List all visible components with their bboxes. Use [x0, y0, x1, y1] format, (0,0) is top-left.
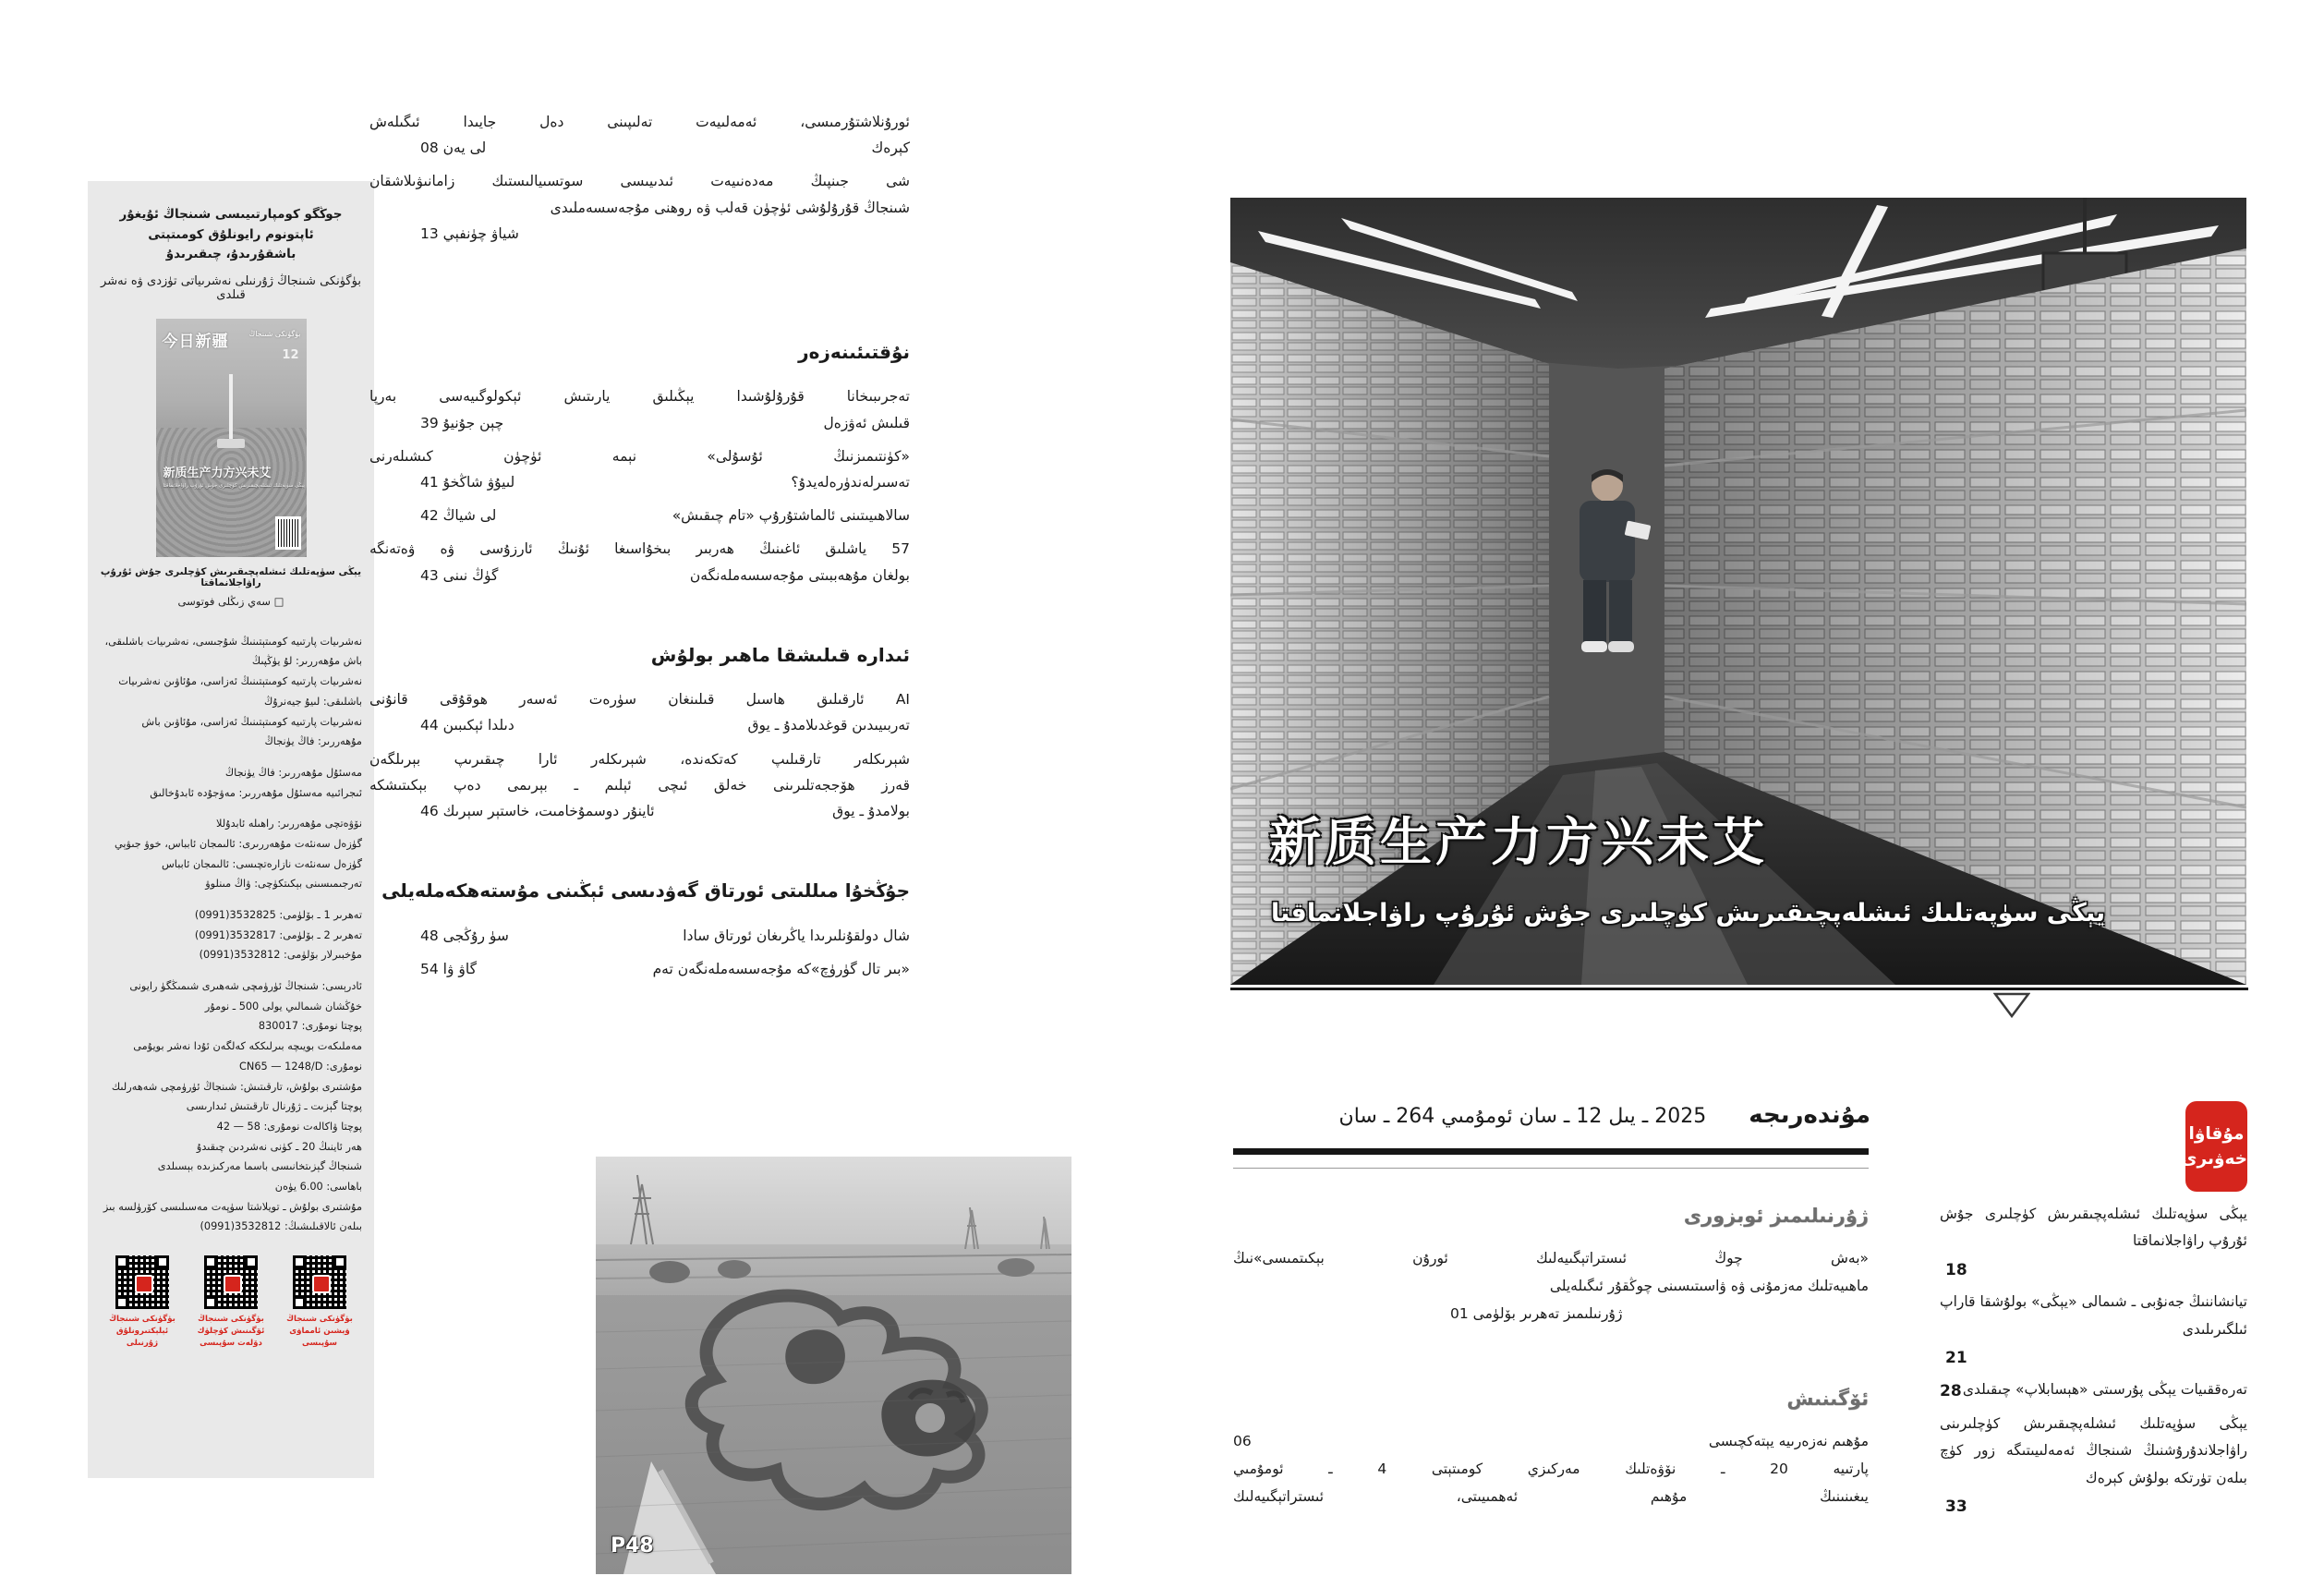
spacer: [100, 894, 362, 905]
qr-finder-icon: [333, 1255, 346, 1268]
story-line: تەرەققىيات يېڭى پۇرسىتى «ھېسابلاپ» چىقىلدى: [1962, 1381, 2247, 1399]
qr-finder-icon: [204, 1296, 217, 1309]
rice-paddy-art-graphic: [596, 1157, 1071, 1574]
toc-entry: [369, 443, 910, 495]
story-page-number: 33: [1945, 1497, 1967, 1516]
section-entry-row: [1233, 1427, 1869, 1455]
phone-line: مۇخبىرلار بۆلۈمى: ‎(0991)3532812: [199, 949, 362, 962]
toc-entry-author-page: سۈ رۇڭجى 48: [420, 927, 509, 944]
toc-entry-author-page: دىلدا ئېكىبىن 44: [420, 717, 514, 734]
divider-thick: [1233, 1148, 1869, 1155]
cover-story-entry: [1940, 1411, 2247, 1522]
toc-entry-author-page: لىيۇۋ شاڭخۇ 41: [420, 474, 515, 491]
qr-logo-icon: [312, 1275, 331, 1293]
staff-line: گۈزەل سەنئەت نازارەتچىسى: ئالىمجان ئابباس: [162, 857, 362, 870]
toc-entry: [369, 923, 910, 949]
section-title-study: ئۆگىنىش: [1786, 1387, 1869, 1410]
toc-section-title: جۇڭخۇا مىللىتى ئورتاق گەۋدىسى ئېڭىنى مۇستەھكەملەيلى: [381, 879, 910, 903]
qr-cell: [190, 1255, 272, 1350]
staff-line: مەسئۇل مۇھەررىر: فاڭ يۈنجاڭ: [224, 766, 362, 779]
imprint-line: مەملىكەت بويىچە بىرلىككە كەلگەن ئۇدا نەشر بويۇمى نومۇرى: ‎CN65 — 1248/D: [133, 1040, 362, 1073]
cover-subtitle-uyghur: يېڭى سۈپەتلىك ئىشلەپچىقىرىش كۈچلىرى جۇش ئۇرۇپ راۋاجلانماقتا: [163, 482, 305, 489]
triangle-marker-icon: [1993, 992, 2030, 1022]
toc-entry-footer: [369, 923, 910, 949]
qr-cell: [102, 1255, 183, 1350]
toc-entry-author-page: شياۋ چۈنفېي 13: [420, 224, 519, 242]
toc-entry: [369, 503, 910, 528]
section-entry-page: 06: [1233, 1432, 1252, 1449]
qr-logo-icon: [135, 1275, 153, 1293]
section-entry-line: «بەش چوڭ ئىستراتېگىيەلىك ئورۇن بېكىتمىسى»نىڭ: [1233, 1249, 1869, 1267]
toc-entry-footer: [369, 563, 910, 588]
story-row: [1940, 1376, 2247, 1406]
toc-entry-tail: بولغان مۇھەببىتى مۇجەسسەملەنگەن: [689, 566, 910, 584]
staff-line: ئىجرائىيە مەسئۇل مۇھەررىر: مەۋجۇدە ئابدۇخالىق: [150, 786, 362, 799]
toc-entry-footer: [369, 221, 910, 247]
toc-entry-author-page: لى يەن 08: [420, 139, 487, 157]
story-line: بىلەن تۈرتكە بولۇش كېرەك: [2085, 1469, 2247, 1486]
stamp-line: خەۋىرى: [2181, 1149, 2247, 1169]
divider-thin: [1233, 1168, 1869, 1169]
toc-entry-footer: [369, 798, 910, 824]
toc-entry-author-page: گۈڭ نىنى 43: [420, 566, 499, 584]
qr-finder-icon: [115, 1255, 128, 1268]
solar-tower-graphic: [229, 374, 233, 446]
photo-rule: [1230, 988, 2248, 990]
qr-caption-line: ئېلېكتىرونلۇق ژۇرنىلى: [115, 1326, 169, 1348]
toc-entry-author-page: چېن جۇنيۇ 39: [420, 414, 504, 431]
toc-entry-tail: بولامدۇ ـ يوق: [832, 803, 910, 820]
story-line: يېڭى سۈپەتلىك ئىشلەپچىقىرىش كۈچلىرىنى: [1940, 1414, 2247, 1432]
toc-entry-tail: تەسىرلەندۈرەلەيدۇ؟: [791, 474, 910, 491]
toc-entry-footer: [369, 503, 910, 528]
section-entry-author-page: ژۇرنىلىمىز تەھرىر بۆلۈمى 01: [1450, 1305, 1623, 1323]
toc-entry-line: 57 ياشلىق ئاغىنىڭ ھەربىر بىخۇاسىغا ئۇنىڭ ئارزۇسى ۋە ۋەتەنگە: [369, 540, 910, 558]
story-line: تيانشاننىڭ جەنۇبى ـ شىمالى «يېڭى» بولۇشقا قاراپ: [1940, 1293, 2247, 1311]
cover-logo-chinese: 今日新疆: [162, 332, 229, 351]
cover-caption: يېڭى سۈپەتلىك ئىشلەپچىقىرىش كۈچلىرى جۇش ئۇرۇپ راۋاجلانماقتا: [100, 565, 362, 588]
staff-line: نەشرىيات پارتىيە كومىتېتىنىڭ ئەزاسى، مۇئاۋىن نەشرىيات باشلىقى: لىيۇ جيەنرۇڭ: [118, 675, 362, 708]
toc-entry-author-page: لى شياڭ 42: [420, 507, 497, 525]
imprint-line: مۇشتىرى بولۇش ـ تويلاشتا سۈپەت مەسىلىسى كۆرۈلسە بىز بىلەن ئالاقىلىشىڭ: ‎(0991)3532812: [103, 1200, 362, 1233]
toc-entry-author-page: ئاينۇر دوسمۇخامىت، خاستېر سېرىك 46: [420, 803, 655, 820]
toc-entry-tail: تەربىيىدىن قوغدىلامدۇ ـ يوق: [747, 717, 910, 734]
phone-line: تەھرىر 2 ـ بۆلۈمى: ‎(0991)3532817: [194, 928, 362, 941]
qr-caption-line: بۈگۈنكى شىنجاڭ: [198, 1315, 264, 1325]
toc-entry: [369, 383, 910, 435]
toc-entry: [369, 536, 910, 588]
qr-caption: [279, 1314, 360, 1350]
staff-line: نەشرىيات پارتىيە كومىتېتىنىڭ ئەزاسى، مۇئاۋىن باش مۇھەررىر: فاڭ يۈنجاڭ: [141, 715, 362, 748]
toc-section-title: نۇقتىئىنەزەر: [798, 341, 910, 364]
toc-entry-tail: سالاھىيىتىنى ئالماشتۇرۇپ «تام چىقىش»: [672, 507, 910, 525]
section-entry-title: مۇھىم نەزەرىيە يېتەكچىسى: [1708, 1432, 1869, 1449]
story-page-number: 18: [1945, 1260, 1967, 1279]
qr-caption-line: بۈگۈنكى شىنجاڭ: [109, 1315, 176, 1325]
toc-entry: [369, 109, 910, 161]
imprint-line: پوچتا نومۇرى: 830017: [258, 1020, 362, 1033]
qr-finder-icon: [204, 1255, 217, 1268]
stamp-line: مۇقاۋا: [2188, 1124, 2245, 1144]
qr-caption-line: ۋېشىن ئامماۋى سۇپىسى: [289, 1326, 350, 1348]
photo-headline-chinese: 新质生产力方兴未艾: [1269, 813, 1768, 873]
qr-code-wechat: [293, 1255, 346, 1309]
imprint-line: ھەر ئاينىڭ 20 ـ كۈنى نەشردىن چىقىدۇ: [196, 1140, 362, 1153]
staff-line: نەشرىيات پارتىيە كومىتېتىنىڭ شۇجىسى، نەشرىيات باشلىقى، باش مۇھەررىر: لۇ يۈڭپىڭ: [104, 635, 362, 668]
issue-date: 2025 ـ يىل 12 ـ سان ئومۇمىي 264 ـ سان: [1338, 1105, 1707, 1128]
toc-entry-line: AI ئارقىلىق ھاسىل قىلىنغان سۈرەت ئەسەر ھوقۇقى قانۇنى: [369, 691, 910, 709]
spacer: [100, 965, 362, 976]
toc-column: [369, 109, 910, 989]
story-page-number: 28: [1940, 1382, 1962, 1401]
staff-line: نۆۋەتچى مۇھەررىر: راھىلە ئابدۇللا: [215, 818, 362, 830]
toc-entry-line: «كۈنتىمىزنىڭ ئۇسۇلى» نېمە ئۈچۈن كىشىلەرنى: [369, 447, 910, 465]
photo-credit: □ سەي زىڭلى فوتوسى: [177, 594, 284, 608]
publisher-line: [100, 205, 362, 265]
toc-entry-footer: [369, 469, 910, 495]
spacer: [1233, 1328, 1869, 1380]
publisher-line-2: باشقۇرىدۇ، چىقىرىدۇ: [165, 247, 297, 262]
solar-tower-base-graphic: [217, 439, 245, 448]
rice-paddy-art-photo: [596, 1157, 1071, 1574]
cover-barcode: [275, 516, 301, 550]
toc-entry-footer: [369, 956, 910, 982]
section-entry-line: يىغىنىنىڭ مۇھىم ئەھمىيىتى، ئىستراتېگىيەلىك: [1233, 1487, 1869, 1505]
photo-page-ref-label: P48: [611, 1534, 654, 1558]
contents-label: مۇندەرىجە: [1749, 1101, 1870, 1129]
toc-entry: [369, 956, 910, 982]
cover-story-list: [1940, 1201, 2247, 1525]
battery-workshop-photo: [1230, 198, 2246, 985]
cover-story-entry: [1940, 1201, 2247, 1285]
contents-bar: [1233, 1101, 1870, 1129]
qr-code-study-platform: [204, 1255, 258, 1309]
spacer: [100, 803, 362, 814]
qr-finder-icon: [293, 1296, 306, 1309]
qr-finder-icon: [293, 1255, 306, 1268]
magazine-cover-thumbnail: [156, 319, 307, 557]
cover-logo-uyghur: بۈگۈنكى شىنجاڭ: [248, 329, 301, 338]
section-entry-line: پارتىيە 20 ـ نۆۋەتلىك مەركىزي كومىتېتى 4 ـ ئومۇمىي: [1233, 1460, 1869, 1477]
photo-headline-uyghur: يېڭى سۈپەتلىك ئىشلەپچىقىرىش كۈچلىرى جۇش ئۇرۇپ راۋاجلانماقتا: [1271, 899, 2106, 927]
toc-entry: [369, 686, 910, 738]
cover-issue-number: 12: [282, 347, 299, 362]
qr-cell: [279, 1255, 360, 1350]
story-line: يېڭى سۈپەتلىك ئىشلەپچىقىرىش كۈچلىرى جۇش: [1940, 1206, 2247, 1222]
qr-caption-line: بۈگۈنكى شىنجاڭ: [286, 1315, 353, 1325]
imprint-line: باھاسى: 6.00 يۈەن: [274, 1180, 362, 1193]
staff-list: [100, 632, 362, 1237]
toc-entry-line: شىنجاڭ قۇرۇلۇشى ئۈچۈن قەلب ۋە روھنى مۇجەسسەملىدى: [550, 199, 910, 216]
imprint-line: پوچتا ۋاكالەت نومۇرى: ‎42 — 58: [216, 1120, 362, 1133]
toc-entry-author-page: گاۋ ۋا 54: [420, 960, 477, 977]
spacer: [100, 752, 362, 763]
qr-caption: [102, 1314, 183, 1350]
toc-entry-line: تەجرىبىخانا قۇرۇلۇشىدا يېڭىلىق يارىتىش ئېكولوگىيەسى بەرپا: [369, 388, 910, 406]
toc-entry-footer: [369, 410, 910, 436]
toc-entry-tail: «بىر تال گۈرۈچ»كە مۇجەسسەملەنگەن تەم: [652, 960, 910, 977]
staff-line: تەرجىمىسىنى بېكىتكۈچى: ۋاڭ مىنلوۋ: [205, 878, 362, 891]
qr-finder-icon: [245, 1255, 258, 1268]
qr-code-ejournal: [115, 1255, 169, 1309]
section-title-review: ژۇرنىلىمىز ئوبزورى: [1683, 1205, 1869, 1227]
toc-entry-line: شى جىنپىڭ مەدەنىيەت ئىدىيىسى سوتسىيالىستىك زامانىۋىلاشقان: [369, 173, 910, 190]
qr-finder-icon: [115, 1296, 128, 1309]
imprint-line: ئادرېسى: شىنجاڭ ئۈرۈمچى شەھىرى شىمىڭگۈ رايونى خۇڭشان شىمالىي يولى 500 ـ نومۇر: [129, 980, 362, 1012]
imprint-line: شىنجاڭ گېزىتخانىسى باسما مەركىزىدە بېسىلدى: [157, 1160, 362, 1173]
toc-entry-tail: قىلىش ئەۋزەل: [823, 414, 910, 431]
qr-code-row: [100, 1255, 362, 1350]
toc-entry-tail: شال دولقۇنلىرىدا ياڭرىغان ئورتاق سادا: [683, 927, 910, 944]
toc-entry-footer: [369, 712, 910, 738]
cover-story-entry: [1940, 1376, 2247, 1406]
story-line: ئۇرۇپ راۋاجلانماقتا: [2132, 1232, 2247, 1250]
section-entry-line: ماھىيەتلىك مەزمۇنى ۋە ۋاسىتىسىنى چوڭقۇر ئىگىلەيلى: [1549, 1278, 1869, 1295]
story-page-number: 21: [1945, 1349, 1967, 1368]
qr-caption-line: ئۆگىنىش كۈچلۈك دۆلەت سۇپىسى: [197, 1326, 265, 1348]
toc-section-title: ئىدارە قىلىشقا ماھىر بولۇش: [650, 643, 910, 666]
toc-entry-line: ئورۇنلاشتۇرمىسى، ئەمەلىيەت تەلىپىنى دەل جايىدا ئىگىلەش: [369, 114, 910, 130]
story-line: راۋاجلاندۇرۇشنىڭ شىنجاڭ ئەمەلىيىتىگە زور كۈچ: [1940, 1442, 2247, 1460]
story-line: ئىلگىرىلىدى: [2182, 1320, 2247, 1338]
toc-entry-line: قەرز ھۆججەتلىرىنى خەلق ئىچى ئېلىم ـ بېرىمى دەپ بېكىتىشكە: [369, 776, 910, 794]
publisher-line-1: جوڭگو كومپارتىيىسى شىنجاڭ ئۇيغۇر ئاپتونوم رايونلۇق كومىتېتى: [119, 207, 343, 242]
qr-logo-icon: [224, 1275, 242, 1293]
staff-line: گۈزەل سەنئەت مۇھەررىرى: ئالىمجان ئابباس، خوۋ جىۋېي: [114, 837, 362, 850]
qr-caption: [190, 1314, 272, 1350]
toc-entry-tail: كېرەك: [871, 139, 910, 157]
masthead-panel: [88, 181, 374, 1478]
phone-line: تەھرىر 1 ـ بۆلۈمى: ‎(0991)3532825: [194, 909, 362, 922]
qr-finder-icon: [156, 1255, 169, 1268]
toc-entry-footer: [369, 135, 910, 161]
imprint-line: مۇشتىرى بولۇش، تارقىتىش: شىنجاڭ ئۈرۈمچى شەھەرلىك پوچتا گېزىت ـ ژۇرنال تارقىتىش ئىدارىسى: [111, 1080, 362, 1113]
toc-entry: [369, 168, 910, 247]
cover-story-stamp: [2181, 1101, 2247, 1192]
compiled-line: بۈگۈنكى شىنجاڭ ژۇرنىلى نەشرىياتى تۈزدى ۋە نەشر قىلدى: [101, 273, 361, 302]
cover-title-chinese: 新质生产力方兴未艾: [163, 466, 272, 480]
toc-entry-line: شېرىكلەر تارقىلىپ كەتكەندە، شېرىكلەر ئارا چىقىرىپ بېرىلگەن: [369, 750, 910, 768]
toc-entry: [369, 746, 910, 825]
cover-story-entry: [1940, 1289, 2247, 1373]
right-sections: [1233, 1197, 1869, 1510]
